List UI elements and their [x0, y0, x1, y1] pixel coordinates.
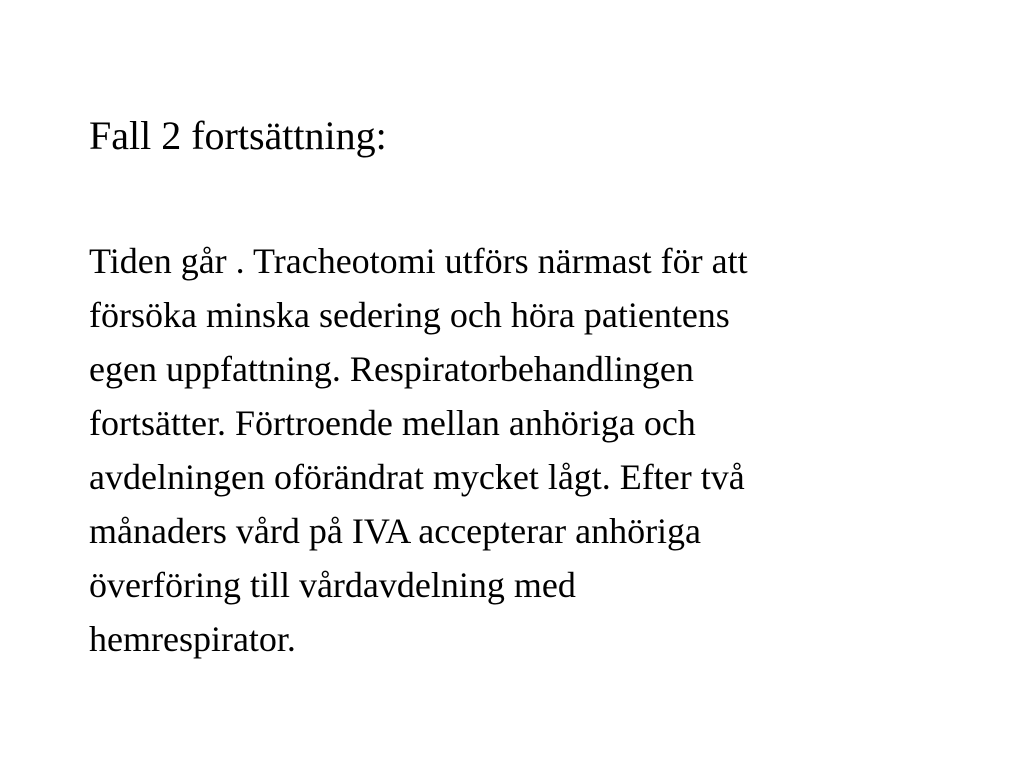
body-line: månaders vård på IVA accepterar anhöriga	[89, 511, 702, 551]
body-line: överföring till vårdavdelning med	[89, 565, 576, 605]
body-line: försöka minska sedering och höra patientens	[89, 295, 730, 335]
body-line: fortsätter. Förtroende mellan anhöriga och	[89, 403, 696, 443]
slide-body-text	[89, 234, 989, 666]
body-line: hemrespirator.	[89, 619, 296, 659]
body-line: Tiden går . Tracheotomi utförs närmast för att	[89, 241, 748, 281]
body-line: avdelningen oförändrat mycket lågt. Efter två	[89, 457, 745, 497]
body-line: egen uppfattning. Respiratorbehandlingen	[89, 349, 694, 389]
slide-heading: Fall 2 fortsättning:	[89, 113, 387, 158]
